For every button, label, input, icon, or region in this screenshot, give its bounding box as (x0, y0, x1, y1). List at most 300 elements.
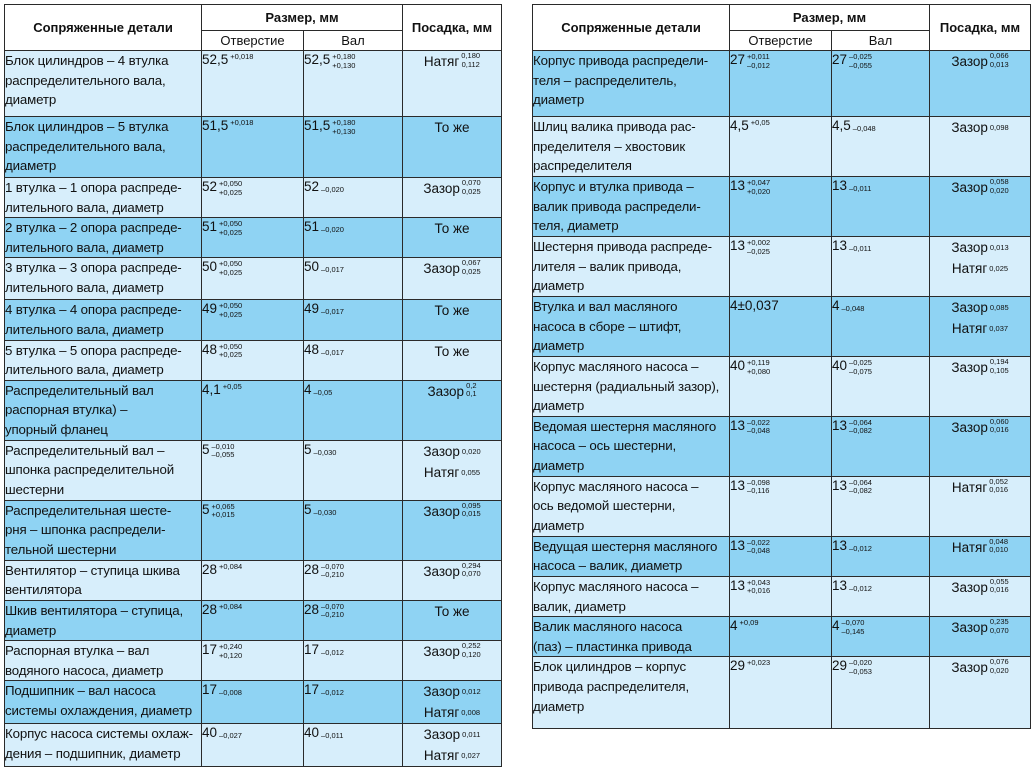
detail-cell (533, 177, 730, 237)
fit-cell (930, 476, 1031, 536)
tolerance-lower: 0,016 (989, 585, 1009, 595)
shaft-size-cell (304, 600, 403, 640)
fit-kind: То же (434, 343, 470, 359)
header-parts: Сопряженные детали (533, 5, 730, 51)
tolerance-upper: +0,023 (747, 658, 771, 668)
detail-line: Валик масляного насоса (533, 619, 683, 635)
tolerance (462, 448, 481, 457)
shaft-nominal: 4 (832, 298, 840, 313)
hole-size-cell (730, 416, 832, 476)
tolerance-lower: –0,082 (849, 426, 872, 436)
detail-cell (5, 724, 202, 767)
tolerance-lower: –0,048 (841, 304, 865, 313)
fit-line (403, 745, 501, 766)
fit-line (930, 617, 1030, 638)
tolerance-lower: 0,085 (989, 303, 1009, 312)
detail-line: Распределительная шесте- (5, 502, 172, 518)
detail-line: водяного насоса, диаметр (5, 662, 164, 678)
detail-cell (5, 600, 202, 640)
tolerance-lower: –0,210 (321, 610, 344, 620)
detail-line: диаметр (5, 622, 57, 638)
hole-size-cell (730, 237, 832, 297)
tolerance-lower: –0,012 (849, 583, 872, 593)
tolerance-upper: +0,018 (230, 52, 254, 61)
tolerance (842, 619, 865, 636)
table-row (5, 178, 502, 218)
detail-line: Корпус масляного насоса – (533, 478, 699, 494)
fit-line (403, 258, 501, 279)
tolerance (219, 603, 242, 612)
tolerance-upper: +0,084 (219, 561, 243, 571)
detail-line: 3 втулка – 3 опора распреде- (5, 260, 182, 276)
detail-line: ось ведомой шестерни, (533, 498, 676, 514)
hole-size-cell (730, 476, 832, 536)
tolerance-lower: –0,017 (321, 307, 344, 317)
detail-line: теля – распределитель, (533, 72, 677, 88)
fit-cell (930, 357, 1031, 417)
tolerance (461, 52, 480, 69)
hole-nominal: 5 (202, 501, 210, 517)
detail-line: вентилятора (5, 582, 82, 598)
fit-line (930, 537, 1030, 558)
tolerance-lower: –0,030 (313, 507, 337, 517)
detail-line: шестерня (радиальный зазор), (533, 378, 720, 394)
detail-cell (5, 117, 202, 178)
tolerance-upper: 0,095 (461, 500, 481, 510)
tolerance (990, 658, 1009, 675)
tolerance (990, 358, 1009, 375)
fit-line (403, 702, 501, 723)
tolerance-upper: +0,043 (747, 577, 771, 587)
detail-line: Распорная втулка – вал (5, 643, 150, 659)
fit-line (930, 417, 1030, 438)
tolerance-lower: –0,210 (321, 570, 344, 580)
fit-cell (403, 117, 502, 178)
detail-line: Шестерня привода распреде- (533, 239, 712, 254)
tolerance-lower: +0,025 (219, 350, 243, 360)
tolerance-upper: 0,066 (989, 51, 1009, 60)
detail-line: 1 втулка – 1 опора распреде- (5, 180, 182, 195)
tolerance-upper: +0,119 (747, 358, 770, 367)
hole-nominal: 13 (730, 477, 746, 493)
tolerance-upper: +0,084 (219, 601, 243, 611)
tolerance-lower: +0,120 (219, 650, 243, 660)
detail-cell (533, 617, 730, 657)
table-row (5, 600, 502, 640)
detail-line: валик, диаметр (533, 598, 626, 614)
fit-kind: Зазор (951, 120, 988, 135)
hole-size-cell (730, 297, 832, 357)
fit-cell (403, 560, 502, 600)
shaft-size-cell (832, 297, 930, 357)
fit-kind: Зазор (423, 261, 460, 277)
tolerance (849, 585, 872, 594)
shaft-nominal: 13 (832, 178, 848, 193)
tolerance (462, 642, 481, 659)
fit-cell (403, 600, 502, 640)
tolerance-lower: –0,008 (219, 688, 242, 698)
shaft-nominal: 48 (304, 341, 320, 357)
detail-line: Распределительный вал – (5, 442, 165, 458)
fit-line (403, 178, 501, 199)
shaft-nominal: 29 (832, 658, 848, 674)
hole-size-cell (730, 617, 832, 657)
tolerance (219, 689, 242, 698)
detail-line: насоса – валик, диаметр (533, 558, 683, 574)
shaft-size-cell (304, 500, 403, 560)
shaft-size-cell (304, 681, 403, 724)
shaft-nominal: 40 (304, 725, 320, 741)
table-row (5, 117, 502, 178)
tolerance-upper: 0,2 (466, 380, 477, 390)
fit-line (403, 462, 501, 483)
fit-kind: Зазор (423, 644, 460, 660)
tolerance-lower: –0,075 (849, 366, 872, 376)
fit-kind: Зазор (951, 660, 988, 676)
fit-cell (930, 536, 1031, 576)
tolerance (321, 266, 344, 275)
tolerance (219, 563, 242, 572)
fit-kind: Зазор (423, 443, 460, 459)
detail-line: диаметр (533, 698, 585, 714)
shaft-size-cell (832, 357, 930, 417)
table-row (533, 357, 1031, 417)
hole-nominal: 13 (730, 238, 746, 253)
detail-line: диаметр (5, 92, 57, 108)
detail-line: Корпус масляного насоса – (533, 359, 699, 374)
shaft-size-cell (304, 560, 403, 600)
fit-kind: Зазор (423, 503, 460, 519)
detail-cell (533, 357, 730, 417)
tolerance-lower: 0,025 (989, 264, 1009, 273)
fit-kind: Натяг (951, 539, 988, 555)
hole-size-cell (730, 357, 832, 417)
fit-cell (930, 237, 1031, 297)
shaft-nominal: 17 (304, 642, 320, 658)
shaft-nominal: 28 (304, 601, 320, 617)
table-row (5, 500, 502, 560)
tolerance (321, 563, 344, 580)
table-row (5, 51, 502, 117)
detail-cell (533, 297, 730, 357)
shaft-size-cell (832, 237, 930, 297)
tolerance-upper: +0,180 (332, 118, 356, 127)
table-row (5, 380, 502, 440)
tolerance (747, 419, 770, 436)
hole-size-cell (730, 657, 832, 729)
fit-line (403, 117, 501, 138)
detail-cell (5, 560, 202, 600)
detail-cell (5, 380, 202, 440)
tolerance-upper: –0,022 (747, 417, 770, 427)
tolerance (990, 244, 1009, 253)
tolerance (223, 383, 242, 392)
tolerance-lower: 0,112 (461, 59, 480, 69)
table-row (5, 300, 502, 340)
fit-line (403, 218, 501, 239)
fit-kind: Зазор (423, 563, 460, 579)
tolerance (462, 502, 481, 519)
detail-cell (533, 237, 730, 297)
fit-line (930, 297, 1030, 318)
detail-line: (паз) – пластинка привода (533, 638, 692, 654)
tolerance (849, 545, 872, 554)
hole-size-cell (202, 600, 304, 640)
fit-cell (930, 576, 1031, 616)
hole-nominal: 5 (202, 441, 210, 457)
detail-line: валик привода распредели- (533, 198, 701, 214)
tolerance (219, 180, 242, 197)
tolerance (219, 260, 242, 277)
tolerance-upper: –0,025 (849, 52, 872, 61)
fit-kind: Натяг (423, 54, 460, 69)
hole-nominal: 48 (202, 341, 218, 357)
tolerance-upper: 0,060 (989, 416, 1009, 426)
tolerance-upper: +0,240 (219, 642, 243, 652)
shaft-nominal: 4 (832, 618, 840, 634)
table-row (533, 51, 1031, 117)
fit-kind: Зазор (951, 300, 988, 315)
fit-line (403, 641, 501, 662)
tolerance-lower: –0,030 (313, 447, 337, 457)
tolerance-lower: –0,145 (841, 626, 865, 636)
shaft-nominal: 51,5 (304, 118, 331, 133)
tolerance-lower: –0,011 (849, 184, 872, 193)
fit-cell (403, 380, 502, 440)
tolerance-lower: –0,048 (747, 426, 770, 436)
shaft-size-cell (832, 51, 930, 117)
tolerance (842, 305, 865, 314)
hole-nominal: 13 (730, 417, 746, 433)
shaft-nominal: 17 (304, 682, 320, 698)
detail-line: Ведущая шестерня масляного (533, 538, 718, 554)
detail-line: Блок цилиндров – 4 втулка (5, 53, 169, 68)
fit-line (930, 51, 1030, 72)
hole-size-cell (202, 178, 304, 218)
table-row (533, 237, 1031, 297)
tolerance (747, 53, 770, 70)
detail-line: распределительного вала, (5, 138, 166, 154)
shaft-nominal: 13 (832, 238, 848, 253)
tolerance-lower: –0,011 (849, 244, 872, 253)
fit-line (930, 177, 1030, 198)
fit-kind: Зазор (951, 419, 988, 435)
tolerance (314, 509, 337, 518)
tolerance-lower: 0,1 (466, 389, 477, 399)
tolerance-lower: 0,020 (461, 446, 481, 456)
fit-line (930, 477, 1030, 498)
tolerance (989, 325, 1008, 334)
tolerance-lower: 0,055 (461, 467, 481, 477)
table-row (5, 724, 502, 767)
tolerance (230, 53, 253, 62)
hole-nominal: 17 (202, 642, 218, 658)
shaft-nominal: 51 (304, 219, 320, 235)
tolerance-lower: 0,098 (989, 123, 1009, 132)
tolerance-upper: 0,058 (989, 177, 1009, 186)
fit-line (930, 577, 1030, 598)
tolerance-lower: +0,025 (219, 267, 243, 277)
tolerance-lower: 0,008 (461, 708, 481, 718)
fit-line (403, 341, 501, 362)
table-row (533, 416, 1031, 476)
left-table-body (5, 5, 502, 767)
shaft-size-cell (304, 724, 403, 767)
detail-line: системы охлаждения, диаметр (5, 702, 193, 718)
tolerance (990, 418, 1009, 435)
tolerance-upper: 0,067 (461, 258, 481, 268)
tolerance-lower: –0,017 (321, 347, 344, 357)
header-size: Размер, мм (730, 5, 930, 31)
tolerance-lower: +0,016 (747, 586, 771, 596)
fit-cell (403, 300, 502, 340)
tolerance-lower: 0,037 (989, 324, 1009, 333)
hole-size-cell (202, 258, 304, 300)
tolerance-upper: –0,020 (849, 658, 872, 668)
tolerance (849, 245, 871, 254)
tolerance (321, 689, 344, 698)
shaft-size-cell (304, 340, 403, 380)
fit-cell (403, 51, 502, 117)
tolerance-lower: +0,130 (332, 60, 356, 70)
hole-size-cell (202, 641, 304, 681)
tolerance-upper: –0,070 (321, 561, 344, 571)
fit-kind: Натяг (423, 464, 460, 480)
shaft-size-cell (304, 218, 403, 258)
tolerance (462, 179, 481, 196)
hole-size-cell (202, 500, 304, 560)
tolerance (990, 578, 1009, 595)
fit-kind: Натяг (951, 321, 988, 336)
tolerance-upper: +0,05 (222, 381, 242, 391)
fit-cell (930, 617, 1031, 657)
tolerance (314, 449, 337, 458)
tolerance (747, 539, 770, 556)
tolerance-upper: 0,252 (461, 641, 481, 651)
shaft-size-cell (304, 178, 403, 218)
detail-line: диаметр (533, 398, 585, 414)
detail-line: распределительного вала, (5, 72, 166, 88)
tolerance-lower: –0,012 (321, 688, 344, 698)
tolerance (314, 389, 333, 398)
detail-line: шестерни (5, 481, 65, 497)
fit-line (930, 357, 1030, 378)
fit-line (930, 117, 1030, 138)
shaft-nominal: 49 (304, 301, 320, 317)
tolerance-lower: +0,025 (219, 227, 243, 237)
detail-line: лителя – валик привода, (533, 258, 682, 274)
fit-cell (403, 440, 502, 500)
tolerance-lower: –0,048 (852, 124, 876, 133)
tolerance-upper: 0,052 (989, 476, 1009, 486)
tolerance-upper: 0,180 (461, 51, 481, 60)
detail-line: Корпус насоса системы охлаж- (5, 726, 193, 742)
detail-line: Ведомая шестерня масляного (533, 418, 717, 434)
shaft-size-cell (832, 476, 930, 536)
tolerance-upper: +0,011 (747, 52, 770, 61)
tolerance-lower: –0,055 (849, 60, 872, 70)
fit-kind: Натяг (423, 748, 460, 764)
tolerance-upper: +0,002 (747, 238, 771, 247)
tolerance-upper: –0,010 (211, 441, 235, 451)
tolerance (747, 659, 770, 668)
fit-cell (403, 218, 502, 258)
tolerance-lower: –0,048 (747, 546, 770, 556)
tolerance-lower: 0,016 (989, 485, 1009, 495)
tolerance-lower: –0,017 (321, 265, 344, 275)
tolerance-upper: –0,098 (747, 477, 770, 487)
tolerance-lower: 0,013 (989, 243, 1009, 252)
tolerance (462, 731, 480, 740)
hole-size-cell (202, 117, 304, 178)
tolerance (747, 179, 770, 196)
detail-line: диаметр (533, 92, 585, 108)
detail-line: распределителя (533, 158, 632, 174)
tolerance-lower: –0,05 (313, 387, 333, 397)
tolerance-lower: 0,010 (989, 545, 1009, 555)
tolerance (989, 478, 1008, 495)
tolerance-upper: –0,025 (849, 358, 872, 367)
tolerance (321, 603, 344, 620)
tolerance-lower: –0,025 (747, 246, 770, 256)
hole-nominal: 4±0,037 (730, 298, 779, 313)
shaft-nominal: 5 (304, 501, 312, 517)
tolerance (461, 752, 480, 761)
hole-size-cell (730, 177, 832, 237)
tolerance-upper: –0,070 (841, 618, 865, 628)
detail-line: Распределительный вал (5, 382, 154, 398)
left-fit-table (4, 4, 502, 767)
right-fit-table (532, 4, 1031, 729)
hole-nominal: 40 (730, 358, 746, 373)
hole-nominal: 51 (202, 219, 218, 235)
detail-line: лительного вала, диаметр (5, 362, 164, 378)
hole-nominal: 50 (202, 259, 218, 275)
tolerance (849, 359, 872, 376)
fit-line (403, 300, 501, 321)
detail-line: тельной шестерни (5, 541, 117, 557)
tolerance (321, 186, 344, 195)
tolerance (853, 125, 876, 134)
tolerance (212, 443, 235, 460)
tolerance-lower: 0,020 (989, 665, 1009, 675)
tolerance-lower: 0,025 (461, 266, 481, 276)
shaft-nominal: 40 (832, 358, 848, 373)
tolerance (849, 419, 872, 436)
table-row (5, 218, 502, 258)
tolerance (321, 732, 343, 741)
tolerance (990, 52, 1009, 69)
right-table-body (533, 5, 1031, 729)
detail-line: 5 втулка – 5 опора распреде- (5, 342, 182, 358)
tolerance-lower: –0,020 (321, 185, 344, 194)
detail-line: 4 втулка – 4 опора распреде- (5, 302, 182, 318)
tolerance-upper: –0,064 (849, 417, 872, 427)
shaft-size-cell (304, 440, 403, 500)
fit-cell (403, 178, 502, 218)
detail-line: Втулка и вал масляного (533, 299, 678, 314)
tolerance (989, 265, 1008, 274)
tolerance-upper: –0,022 (747, 537, 770, 547)
tolerance-lower: –0,020 (321, 225, 344, 235)
hole-size-cell (730, 576, 832, 616)
fit-line (403, 381, 501, 402)
fit-cell (930, 177, 1031, 237)
header-hole: Отверстие (202, 31, 304, 51)
hole-nominal: 52 (202, 179, 218, 194)
tolerance (849, 659, 872, 676)
fit-kind: Зазор (951, 620, 988, 636)
